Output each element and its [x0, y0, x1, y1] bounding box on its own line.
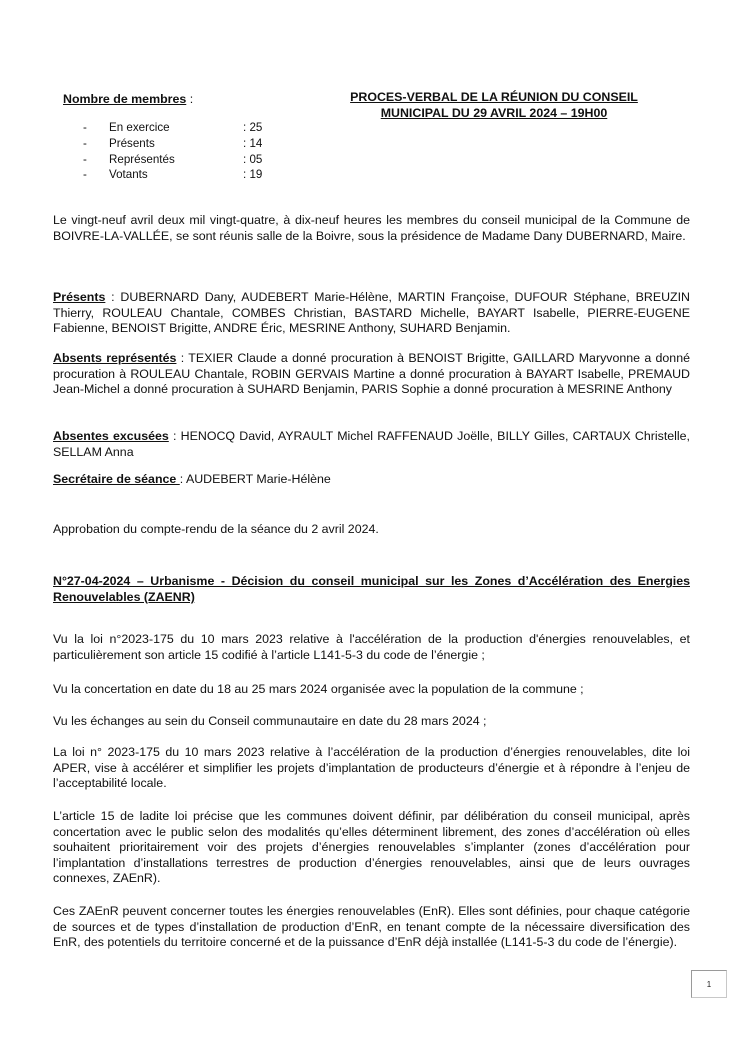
paragraph-vu-loi: Vu la loi n°2023-175 du 10 mars 2023 relative à l'accélération de la production d'énergies renouvelables, et particulièrement son article 15 codifié à l’article L141-5-3 du code de l’énergie ; — [53, 632, 690, 662]
absentes-excusees-label: Absentes excusées — [53, 429, 169, 443]
page-title — [330, 89, 658, 121]
list-item: - Représentés : 05 — [83, 152, 263, 166]
presents-paragraph — [53, 290, 690, 337]
page-title-line-2: MUNICIPAL DU 29 AVRIL 2024 – 19H00 — [380, 106, 608, 120]
page-number: 1 — [691, 970, 727, 998]
member-label: Représentés — [109, 152, 175, 166]
secretaire-text: : AUDEBERT Marie-Hélène — [179, 472, 331, 486]
members-heading — [63, 92, 193, 108]
deliberation-title: N°27-04-2024 – Urbanisme - Décision du conseil municipal sur les Zones d’Accélération des Energies Renouvelables (ZAENR) — [53, 574, 690, 604]
list-item: - En exercice : 25 — [83, 121, 263, 134]
approbation-paragraph: Approbation du compte-rendu de la séance du 2 avril 2024. — [53, 522, 379, 536]
paragraph-zaenr: Ces ZAEnR peuvent concerner toutes les énergies renouvelables (EnR). Elles sont définies, pour chaque catégorie de sources et de types d’installation de production d’EnR, en tenant compte de la nécessaire diversification des EnR, des potentiels du territoire concerné et de la puissance d’EnR déjà installée (L141-5-3 du code de l’énergie). — [53, 904, 690, 950]
absents-representes-paragraph — [53, 351, 690, 398]
paragraph-loi-aper: La loi n° 2023-175 du 10 mars 2023 relative à l’accélération de la production d’énergies renouvelables, dite loi APER, vise à accélérer et simplifier les projets d’implantation de producteurs d’énergie et à répondre à l’enjeu de l’acceptabilité locale. — [53, 745, 690, 791]
presents-label: Présents — [53, 290, 106, 304]
member-value: : 14 — [243, 136, 263, 150]
list-item: - Votants : 19 — [83, 168, 263, 182]
absents-representes-label: Absents représentés — [53, 351, 177, 365]
secretaire-label: Secrétaire de séance — [53, 472, 180, 486]
paragraph-echanges: Vu les échanges au sein du Conseil communautaire en date du 28 mars 2024 ; — [53, 714, 487, 728]
members-title-suffix: : — [186, 92, 194, 106]
member-value: : 05 — [243, 152, 263, 166]
paragraph-concertation: Vu la concertation en date du 18 au 25 mars 2024 organisée avec la population de la commune ; — [53, 682, 584, 696]
intro-paragraph: Le vingt-neuf avril deux mil vingt-quatre, à dix-neuf heures les membres du conseil municipal de la Commune de BOIVRE-LA-VALLÉE, se sont réunis salle de la Boivre, sous la présidence de Madame Dany DUBERNARD, Maire. — [53, 213, 690, 243]
member-label: Votants — [109, 168, 148, 182]
secretaire-paragraph — [53, 472, 690, 488]
members-list — [83, 120, 262, 183]
absents-representes-text: : TEXIER Claude a donné procuration à BENOIST Brigitte, GAILLARD Maryvonne a donné procuration à ROULEAU Chantale, ROBIN GERVAIS Martine a donné procuration à BAYART Isabelle, PREMAUD Jean-Michel a donné procuration à SUHARD Benjamin, PARIS Sophie a donné procuration à MESRINE Anthony — [53, 351, 690, 397]
member-label: Présents — [109, 136, 155, 150]
page-title-line-1: PROCES-VERBAL DE LA RÉUNION DU CONSEIL — [350, 90, 638, 104]
absentes-excusees-paragraph — [53, 429, 690, 460]
paragraph-article-15: L’article 15 de ladite loi précise que les communes doivent définir, par délibération du conseil municipal, après concertation avec le public selon des modalités qu’elles déterminent librement, des zones d’accélération où elles souhaitent prioritairement voir des projets d’énergies renouvelables s’implanter (zones d’accélération pour l’implantation d’installations terrestres de production d’énergies renouvelables, ainsi que de leurs ouvrages connexes, ZAEnR). — [53, 809, 690, 886]
absentes-excusees-text: : HENOCQ David, AYRAULT Michel RAFFENAUD Joëlle, BILLY Gilles, CARTAUX Christelle, SELLAM Anna — [53, 429, 690, 459]
member-label: En exercice — [109, 121, 170, 134]
member-value: : 25 — [243, 121, 263, 134]
presents-text: : DUBERNARD Dany, AUDEBERT Marie-Hélène, MARTIN Françoise, DUFOUR Stéphane, BREUZIN Thierry, ROULEAU Chantale, COMBES Christian, BASTARD Michelle, BAYART Isabelle, PIERRE-EUGENE Fabienne, BENOIST Brigitte, ANDRE Éric, MESRINE Anthony, SUHARD Benjamin. — [53, 290, 690, 336]
list-item: - Présents : 14 — [83, 136, 263, 150]
members-title: Nombre de membres — [63, 92, 187, 106]
member-value: : 19 — [243, 168, 263, 182]
